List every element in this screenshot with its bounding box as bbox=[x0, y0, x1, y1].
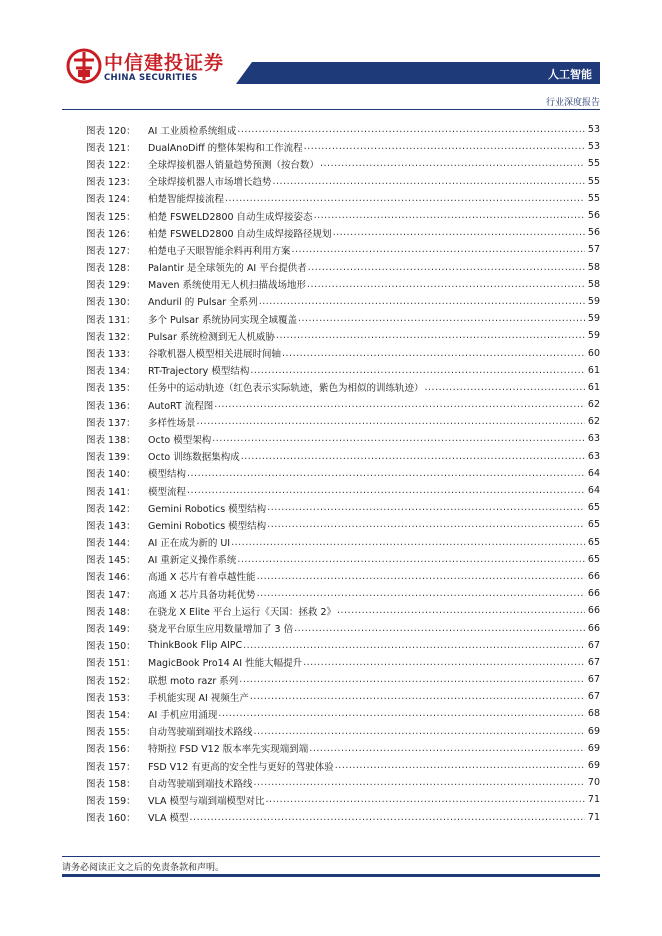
toc-figure-number: 图表 138： bbox=[86, 434, 136, 446]
toc-row[interactable] bbox=[86, 757, 600, 774]
toc-row[interactable] bbox=[86, 396, 600, 413]
toc-row[interactable] bbox=[86, 516, 600, 533]
toc-leader-dots bbox=[320, 158, 585, 169]
toc-figure-title: 自动驾驶端到端技术路线 bbox=[148, 727, 253, 739]
logo-chinese-name: 中信建投证券 bbox=[104, 52, 225, 74]
toc-row[interactable] bbox=[86, 173, 600, 190]
toc-row[interactable] bbox=[86, 551, 600, 568]
company-logo bbox=[66, 48, 225, 88]
toc-leader-dots bbox=[218, 708, 585, 719]
toc-figure-number: 图表 128： bbox=[86, 263, 136, 275]
toc-figure-number: 图表 134： bbox=[86, 366, 136, 378]
toc-row[interactable] bbox=[86, 190, 600, 207]
toc-leader-dots bbox=[225, 193, 585, 204]
toc-page-number: 66 bbox=[587, 622, 600, 634]
toc-figure-title: 全球焊接机器人市场增长趋势 bbox=[148, 177, 272, 189]
toc-page-number: 69 bbox=[587, 742, 600, 754]
toc-figure-number: 图表 156： bbox=[86, 744, 136, 756]
toc-figure-title: FSD V12 有更高的安全性与更好的驾驶体验 bbox=[148, 761, 334, 773]
toc-row[interactable] bbox=[86, 534, 600, 551]
toc-page-number: 71 bbox=[587, 794, 600, 806]
toc-page-number: 62 bbox=[587, 416, 600, 428]
toc-figure-title: Gemini Robotics 模型结构 bbox=[148, 503, 267, 515]
toc-figure-title: 模型流程 bbox=[148, 486, 187, 498]
toc-row[interactable] bbox=[86, 207, 600, 224]
toc-row[interactable] bbox=[86, 259, 600, 276]
toc-page-number: 66 bbox=[587, 570, 600, 582]
toc-page-number: 55 bbox=[587, 175, 600, 187]
toc-page-number: 55 bbox=[587, 158, 600, 170]
toc-figure-title: 多样性场景 bbox=[148, 417, 196, 429]
toc-leader-dots bbox=[282, 348, 585, 359]
toc-figure-number: 图表 135： bbox=[86, 383, 136, 395]
toc-page-number: 69 bbox=[587, 760, 600, 772]
toc-figure-number: 图表 144： bbox=[86, 538, 136, 550]
toc-row[interactable] bbox=[86, 602, 600, 619]
toc-row[interactable] bbox=[86, 155, 600, 172]
toc-figure-title: AI 工业质检系统组成 bbox=[148, 125, 237, 137]
toc-row[interactable] bbox=[86, 448, 600, 465]
toc-leader-dots bbox=[257, 571, 585, 582]
toc-figure-title: VLA 模型 bbox=[148, 813, 189, 825]
toc-page-number: 58 bbox=[587, 278, 600, 290]
toc-figure-number: 图表 123： bbox=[86, 177, 136, 189]
page-header bbox=[0, 0, 662, 110]
toc-leader-dots bbox=[304, 141, 585, 152]
toc-page-number: 55 bbox=[587, 192, 600, 204]
toc-figure-title: 任务中的运动轨迹（红色表示实际轨迹，紫色为相似的训练轨迹） bbox=[148, 383, 424, 395]
toc-figure-number: 图表 130： bbox=[86, 297, 136, 309]
toc-leader-dots bbox=[241, 451, 585, 462]
toc-row[interactable] bbox=[86, 671, 600, 688]
toc-figure-number: 图表 155： bbox=[86, 727, 136, 739]
toc-figure-number: 图表 147： bbox=[86, 589, 136, 601]
toc-figure-number: 图表 160： bbox=[86, 813, 136, 825]
toc-figure-title: 自动驾驶端到端技术路线 bbox=[148, 778, 253, 790]
toc-page-number: 67 bbox=[587, 691, 600, 703]
toc-row[interactable] bbox=[86, 705, 600, 722]
toc-leader-dots bbox=[190, 812, 585, 823]
toc-leader-dots bbox=[267, 519, 585, 530]
toc-figure-title: MagicBook Pro14 AI 性能大幅提升 bbox=[148, 658, 303, 670]
toc-figure-number: 图表 151： bbox=[86, 658, 136, 670]
toc-figure-title: 模型结构 bbox=[148, 469, 187, 481]
toc-figure-title: ThinkBook Flip AIPC bbox=[148, 639, 243, 651]
toc-leader-dots bbox=[337, 605, 585, 616]
toc-page-number: 56 bbox=[587, 210, 600, 222]
logo-emblem-icon bbox=[66, 48, 102, 84]
toc-page-number: 65 bbox=[587, 502, 600, 514]
toc-figure-title: 多个 Pulsar 系统协同实现全域覆盖 bbox=[148, 314, 297, 326]
report-type-label: 行业深度报告 bbox=[545, 98, 600, 108]
toc-page-number: 53 bbox=[587, 141, 600, 153]
toc-leader-dots bbox=[308, 262, 585, 273]
figure-index-list bbox=[86, 121, 600, 826]
toc-figure-title: 高通 X 芯片具备功耗优势 bbox=[148, 589, 256, 601]
toc-row[interactable] bbox=[86, 619, 600, 636]
toc-page-number: 65 bbox=[587, 536, 600, 548]
toc-row[interactable] bbox=[86, 774, 600, 791]
toc-row[interactable] bbox=[86, 138, 600, 155]
toc-leader-dots bbox=[309, 743, 585, 754]
toc-leader-dots bbox=[212, 433, 585, 444]
toc-page-number: 67 bbox=[587, 656, 600, 668]
toc-figure-number: 图表 158： bbox=[86, 778, 136, 790]
toc-page-number: 71 bbox=[587, 811, 600, 823]
toc-figure-number: 图表 124： bbox=[86, 194, 136, 206]
toc-row[interactable] bbox=[86, 723, 600, 740]
toc-page-number: 65 bbox=[587, 553, 600, 565]
toc-figure-number: 图表 133： bbox=[86, 349, 136, 361]
toc-page-number: 59 bbox=[587, 330, 600, 342]
toc-figure-title: 谷歌机器人模型相关进展时间轴 bbox=[148, 349, 282, 361]
toc-figure-number: 图表 122： bbox=[86, 159, 136, 171]
toc-figure-number: 图表 121： bbox=[86, 142, 136, 154]
toc-leader-dots bbox=[273, 176, 585, 187]
toc-figure-number: 图表 139： bbox=[86, 452, 136, 464]
toc-figure-title: 骁龙平台原生应用数量增加了 3 倍 bbox=[148, 624, 294, 636]
toc-page-number: 70 bbox=[587, 777, 600, 789]
logo-english-name: CHINA SECURITIES bbox=[104, 73, 198, 83]
toc-row[interactable] bbox=[86, 430, 600, 447]
toc-row[interactable] bbox=[86, 413, 600, 430]
toc-page-number: 69 bbox=[587, 725, 600, 737]
toc-row[interactable] bbox=[86, 465, 600, 482]
toc-figure-title: 在骁龙 X Elite 平台上运行《天国：拯救 2》 bbox=[148, 606, 336, 618]
toc-row[interactable] bbox=[86, 637, 600, 654]
toc-leader-dots bbox=[303, 657, 585, 668]
toc-row[interactable] bbox=[86, 310, 600, 327]
toc-row[interactable] bbox=[86, 791, 600, 808]
toc-row[interactable] bbox=[86, 241, 600, 258]
toc-page-number: 67 bbox=[587, 674, 600, 686]
toc-leader-dots bbox=[267, 502, 585, 513]
toc-figure-number: 图表 148： bbox=[86, 606, 136, 618]
toc-leader-dots bbox=[294, 623, 585, 634]
toc-figure-title: Octo 训练数据集构成 bbox=[148, 452, 240, 464]
toc-figure-number: 图表 150： bbox=[86, 641, 136, 653]
toc-figure-title: 柏楚 FSWELD2800 自动生成焊接路径规划 bbox=[148, 228, 332, 240]
toc-figure-number: 图表 120： bbox=[86, 125, 136, 137]
toc-figure-number: 图表 145： bbox=[86, 555, 136, 567]
toc-row[interactable] bbox=[86, 654, 600, 671]
toc-figure-number: 图表 137： bbox=[86, 417, 136, 429]
toc-figure-title: Palantir 是全球领先的 AI 平台提供者 bbox=[148, 263, 307, 275]
toc-page-number: 66 bbox=[587, 605, 600, 617]
toc-page-number: 62 bbox=[587, 399, 600, 411]
toc-leader-dots bbox=[314, 210, 585, 221]
toc-leader-dots bbox=[257, 588, 585, 599]
toc-leader-dots bbox=[231, 537, 585, 548]
toc-figure-title: VLA 模型与端到端模型对比 bbox=[148, 795, 265, 807]
toc-figure-title: 高通 X 芯片有着卓越性能 bbox=[148, 572, 256, 584]
toc-figure-number: 图表 153： bbox=[86, 692, 136, 704]
toc-row[interactable] bbox=[86, 688, 600, 705]
toc-figure-title: AutoRT 流程图 bbox=[148, 400, 214, 412]
toc-page-number: 64 bbox=[587, 467, 600, 479]
toc-row[interactable] bbox=[86, 121, 600, 138]
toc-leader-dots bbox=[292, 244, 585, 255]
toc-row[interactable] bbox=[86, 276, 600, 293]
toc-figure-number: 图表 149： bbox=[86, 624, 136, 636]
toc-page-number: 64 bbox=[587, 485, 600, 497]
footer-divider bbox=[62, 856, 600, 857]
toc-row[interactable] bbox=[86, 809, 600, 826]
toc-page-number: 67 bbox=[587, 639, 600, 651]
toc-figure-title: Octo 模型架构 bbox=[148, 434, 212, 446]
toc-leader-dots bbox=[237, 554, 585, 565]
toc-page-number: 60 bbox=[587, 347, 600, 359]
toc-figure-title: DualAnoDiff 的整体架构和工作流程 bbox=[148, 142, 303, 154]
toc-page-number: 61 bbox=[587, 364, 600, 376]
toc-leader-dots bbox=[237, 124, 585, 135]
toc-figure-number: 图表 142： bbox=[86, 503, 136, 515]
header-divider bbox=[62, 109, 600, 110]
toc-leader-dots bbox=[214, 399, 585, 410]
toc-leader-dots bbox=[197, 416, 585, 427]
toc-leader-dots bbox=[187, 468, 585, 479]
header-band-slant bbox=[236, 62, 252, 84]
toc-row[interactable] bbox=[86, 293, 600, 310]
toc-leader-dots bbox=[307, 279, 585, 290]
toc-figure-number: 图表 127： bbox=[86, 245, 136, 257]
toc-figure-title: AI 正在成为新的 UI bbox=[148, 538, 231, 550]
toc-leader-dots bbox=[335, 760, 585, 771]
toc-page-number: 59 bbox=[587, 295, 600, 307]
toc-page-number: 59 bbox=[587, 313, 600, 325]
toc-figure-title: AI 手机应用涌现 bbox=[148, 709, 218, 721]
toc-figure-number: 图表 131： bbox=[86, 314, 136, 326]
toc-row[interactable] bbox=[86, 585, 600, 602]
toc-leader-dots bbox=[254, 726, 585, 737]
toc-page-number: 65 bbox=[587, 519, 600, 531]
toc-figure-number: 图表 132： bbox=[86, 331, 136, 343]
toc-leader-dots bbox=[250, 365, 585, 376]
toc-figure-title: 手机能实现 AI 视频生产 bbox=[148, 692, 249, 704]
toc-leader-dots bbox=[276, 330, 585, 341]
toc-row[interactable] bbox=[86, 482, 600, 499]
toc-figure-number: 图表 129： bbox=[86, 280, 136, 292]
toc-figure-number: 图表 136： bbox=[86, 400, 136, 412]
toc-figure-title: 柏楚智能焊接流程 bbox=[148, 194, 225, 206]
toc-row[interactable] bbox=[86, 362, 600, 379]
toc-row[interactable] bbox=[86, 344, 600, 361]
toc-leader-dots bbox=[187, 485, 585, 496]
toc-figure-number: 图表 157： bbox=[86, 761, 136, 773]
toc-row[interactable] bbox=[86, 379, 600, 396]
header-band bbox=[252, 62, 600, 84]
toc-row[interactable] bbox=[86, 327, 600, 344]
toc-page-number: 56 bbox=[587, 227, 600, 239]
toc-page-number: 58 bbox=[587, 261, 600, 273]
toc-page-number: 63 bbox=[587, 450, 600, 462]
toc-figure-title: Gemini Robotics 模型结构 bbox=[148, 520, 267, 532]
toc-leader-dots bbox=[259, 296, 585, 307]
toc-figure-number: 图表 159： bbox=[86, 795, 136, 807]
toc-leader-dots bbox=[243, 640, 585, 651]
toc-leader-dots bbox=[250, 691, 585, 702]
toc-figure-title: 柏楚 FSWELD2800 自动生成焊接姿态 bbox=[148, 211, 313, 223]
toc-figure-number: 图表 152： bbox=[86, 675, 136, 687]
toc-page-number: 63 bbox=[587, 433, 600, 445]
toc-figure-title: Pulsar 系统检测到无人机威胁 bbox=[148, 331, 275, 343]
toc-leader-dots bbox=[239, 674, 585, 685]
toc-figure-title: 全球焊接机器人销量趋势预测（按台数） bbox=[148, 159, 320, 171]
toc-row[interactable] bbox=[86, 499, 600, 516]
toc-row[interactable] bbox=[86, 568, 600, 585]
sector-label: 人工智能 bbox=[548, 68, 592, 81]
toc-figure-title: Maven 系统使用无人机扫描战场地形 bbox=[148, 280, 307, 292]
toc-figure-title: AI 重新定义操作系统 bbox=[148, 555, 237, 567]
toc-page-number: 68 bbox=[587, 708, 600, 720]
footer-bottom-bar bbox=[62, 874, 600, 877]
toc-row[interactable] bbox=[86, 224, 600, 241]
toc-figure-number: 图表 143： bbox=[86, 520, 136, 532]
toc-page-number: 57 bbox=[587, 244, 600, 256]
toc-figure-number: 图表 125： bbox=[86, 211, 136, 223]
toc-figure-title: 特斯拉 FSD V12 版本率先实现端到端 bbox=[148, 744, 309, 756]
toc-figure-number: 图表 146： bbox=[86, 572, 136, 584]
toc-leader-dots bbox=[266, 794, 585, 805]
toc-page-number: 66 bbox=[587, 588, 600, 600]
toc-figure-number: 图表 154： bbox=[86, 709, 136, 721]
toc-figure-number: 图表 141： bbox=[86, 486, 136, 498]
toc-page-number: 53 bbox=[587, 124, 600, 136]
toc-leader-dots bbox=[333, 227, 585, 238]
footer-disclaimer: 请务必阅读正文之后的免责条款和声明。 bbox=[62, 863, 225, 873]
toc-row[interactable] bbox=[86, 740, 600, 757]
toc-figure-number: 图表 140： bbox=[86, 469, 136, 481]
toc-page-number: 61 bbox=[587, 381, 600, 393]
toc-figure-title: 联想 moto razr 系列 bbox=[148, 675, 239, 687]
toc-leader-dots bbox=[254, 777, 585, 788]
toc-figure-number: 图表 126： bbox=[86, 228, 136, 240]
toc-leader-dots bbox=[425, 382, 585, 393]
toc-figure-title: RT-Trajectory 模型结构 bbox=[148, 366, 250, 378]
toc-leader-dots bbox=[298, 313, 585, 324]
toc-figure-title: Anduril 的 Pulsar 全系列 bbox=[148, 297, 258, 309]
toc-figure-title: 柏楚电子天眼智能余料再利用方案 bbox=[148, 245, 291, 257]
